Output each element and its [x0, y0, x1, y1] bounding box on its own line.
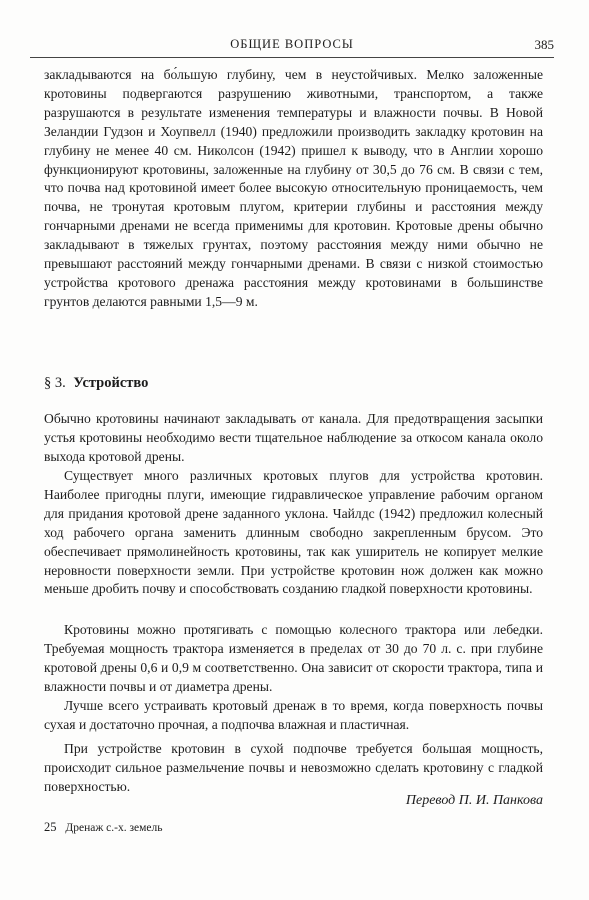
- printer-signature: [44, 820, 162, 835]
- paragraph-tractor-power: Кротовины можно протягивать с помощью колесного трактора или лебедки. Требуемая мощность трактора изменяется в пределах от 30 до 70 л. с. при глубине кротовой дрены 0,6 и 0,9 м соответственно. Она зависит от скорости трактора, типа и влажности почвы и от диаметра дрены.: [44, 622, 543, 694]
- paragraph-mole-start: Обычно кротовины начинают закладывать от канала. Для предотвращения засыпки устья кротовины необходимо вести тщательное наблюдение за откосом канала около выхода кротовой дрены.: [44, 411, 543, 464]
- paragraph-mole-ploughs: Существует много различных кротовых плугов для устройства кротовин. Наиболее пригодны плуги, имеющие гидравлическое управление рабочим органом для придания кротовой дрене заданного уклона. Чайлдс (1942) предложил колесный ход рабочего органа заменить длинным свободно закрепленным брусом. Это обеспечивает прямолинейность кротовины, так как уширитель не копирует мелкие неровности поверхности земли. При устройстве кротовин нож должен как можно меньше дробить почву и способствовать созданию гладкой поверхности кротовины.: [44, 468, 543, 597]
- signature-text: Дренаж с.-х. земель: [65, 822, 163, 834]
- paragraph-best-time: Лучше всего устраивать кротовый дренаж в то время, когда поверхность почвы сухая и достаточно прочная, а подпочва влажная и пластичная.: [44, 698, 543, 732]
- paragraph-continued: закладываются на бо́льшую глубину, чем в неустойчивых. Мелко заложенные кротовины подвергаются разрушению животными, транспортом, а также разрушаются в результате изменения температуры и влажности почвы. В Новой Зеландии Гудзон и Хоупвелл (1940) предложили производить закладку кротовин на глубину не менее 40 см. Николсон (1942) пришел к выводу, что в Англии хорошо функционируют кротовины, заложенные на глубину от 30,5 до 76 см. В связи с тем, что почва над кротовиной имеет более высокую относительную проницаемость, чем почва, не тронутая кротовым плугом, критерии глубины и расстояния между гончарными дренами не всегда применимы для кротовин. Кротовые дрены обычно закладывают в тяжелых грунтах, поэтому расстояния между ними обычно не превышают расстояний между гончарными дренами. В связи с низкой стоимостью устройства кротового дренажа расстояния между кротовинами в большинстве грунтов делаются равными 1,5—9 м.: [44, 67, 543, 309]
- translator-credit: Перевод П. И. Панкова: [405, 793, 543, 808]
- section-number: § 3.: [44, 375, 66, 391]
- running-head: [30, 37, 554, 55]
- header-rule: [30, 57, 554, 58]
- section-title: Устройство: [73, 375, 149, 391]
- page-number: 385: [534, 37, 554, 52]
- section-heading: [44, 375, 148, 392]
- running-head-title: ОБЩИЕ ВОПРОСЫ: [230, 37, 354, 51]
- paragraph-dry-subsoil: При устройстве кротовин в сухой подпочве требуется большая мощность, происходит сильное размельчение почвы и невозможно сделать кротовину с гладкой поверхностью.: [44, 741, 543, 794]
- signature-number: 25: [44, 820, 57, 834]
